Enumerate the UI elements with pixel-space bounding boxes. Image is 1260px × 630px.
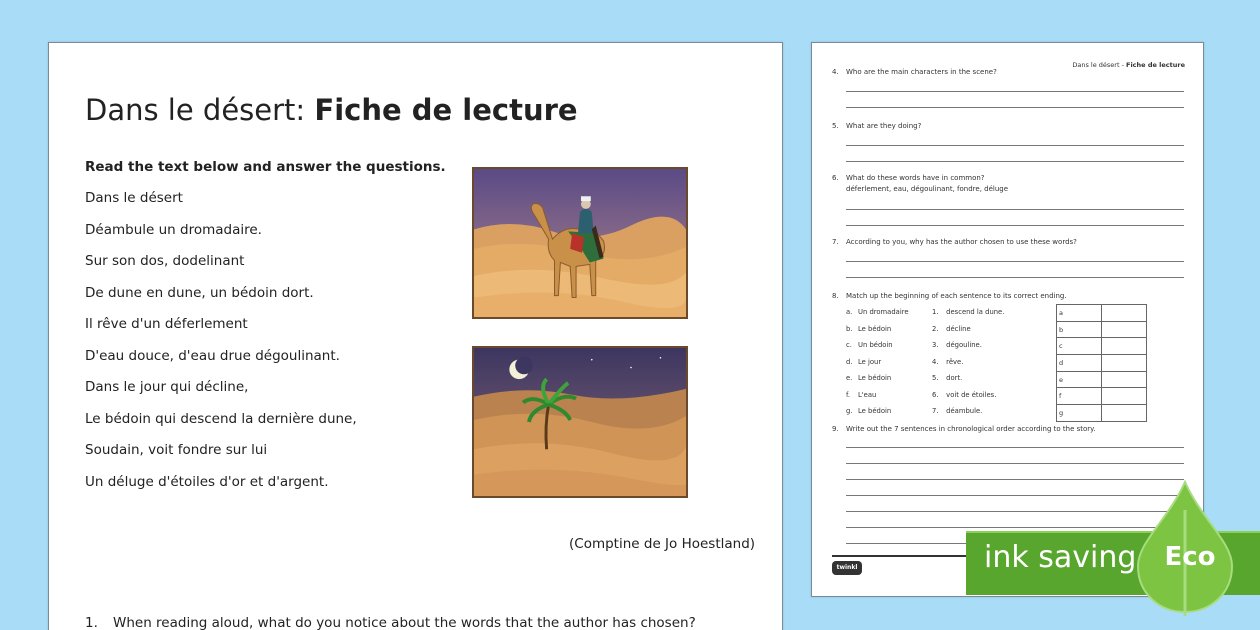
answer-cell[interactable]: [1102, 355, 1147, 372]
item-text: descend la dune.: [946, 308, 1005, 316]
poem-line: De dune en dune, un bédoin dort.: [85, 284, 314, 301]
item-text: rêve.: [946, 357, 964, 366]
grid-letter: f: [1057, 388, 1102, 405]
poem-line: Déambule un dromadaire.: [85, 221, 262, 238]
desert-night-illustration: [472, 346, 688, 498]
list-item: [932, 324, 1004, 341]
title-light: Dans le désert:: [85, 93, 306, 127]
poem-line: Soudain, voit fondre sur lui: [85, 442, 268, 458]
question-1: [85, 615, 696, 630]
grid-letter: b: [1057, 321, 1102, 338]
table-row: [1057, 338, 1147, 355]
item-number: 3.: [932, 341, 939, 349]
item-text: déambule.: [946, 407, 983, 415]
sentence-beginnings: [846, 307, 909, 423]
question-4: [832, 68, 997, 76]
question-text: When reading aloud, what do you notice about the words that the author has chosen?: [113, 615, 696, 630]
item-letter: c.: [846, 341, 852, 349]
list-item: [846, 373, 909, 390]
list-item: [932, 406, 1004, 423]
item-letter: a.: [846, 308, 853, 316]
page-title: [85, 93, 578, 127]
answer-line: [846, 277, 1184, 278]
item-number: 1.: [932, 308, 939, 316]
item-letter: g.: [846, 407, 853, 415]
item-number: 6.: [932, 390, 939, 399]
answer-line: [846, 107, 1184, 108]
list-item: [846, 357, 909, 374]
question-number: 1.: [85, 615, 98, 630]
item-text: dégouline.: [946, 341, 982, 349]
title-bold: Fiche de lecture: [314, 93, 578, 127]
answer-cell[interactable]: [1102, 321, 1147, 338]
list-item: [932, 357, 1004, 374]
sentence-endings: [932, 307, 1004, 423]
item-letter: b.: [846, 324, 853, 333]
grid-letter: c: [1057, 338, 1102, 355]
question-number: 7.: [832, 238, 839, 246]
header-light: Dans le désert -: [1072, 61, 1127, 69]
item-number: 7.: [932, 407, 939, 415]
question-text: What do these words have in common?: [846, 174, 985, 182]
table-row: [1057, 371, 1147, 388]
item-letter: d.: [846, 357, 853, 366]
item-text: Le bédoin: [858, 407, 892, 415]
table-row: [1057, 388, 1147, 405]
list-item: [846, 324, 909, 341]
poem-line: Dans le désert: [85, 190, 183, 206]
grid-letter: g: [1057, 405, 1102, 422]
header-bold: Fiche de lecture: [1126, 61, 1185, 69]
item-number: 2.: [932, 324, 939, 333]
item-text: Un dromadaire: [858, 308, 909, 316]
question-text: Who are the main characters in the scene?: [846, 68, 997, 76]
answer-cell[interactable]: [1102, 371, 1147, 388]
answer-line: [846, 145, 1184, 146]
item-letter: f.: [846, 390, 851, 399]
list-item: [846, 390, 909, 407]
item-text: décline: [946, 324, 971, 333]
answer-line: [846, 225, 1184, 226]
answer-line: [846, 463, 1184, 464]
answer-cell[interactable]: [1102, 405, 1147, 422]
page-header: [1072, 61, 1185, 69]
poem-line: Le bédoin qui descend la dernière dune,: [85, 410, 357, 427]
twinkl-logo: twinkl: [832, 561, 862, 575]
instructions: Read the text below and answer the questions.: [85, 159, 446, 175]
table-row: [1057, 355, 1147, 372]
answer-grid: [1056, 304, 1147, 422]
camel-rider-illustration: [472, 167, 688, 319]
list-item: [932, 373, 1004, 390]
answer-cell[interactable]: [1102, 388, 1147, 405]
answer-line: [846, 209, 1184, 210]
question-5: [832, 122, 921, 130]
answer-line: [846, 161, 1184, 162]
question-text: According to you, why has the author chosen to use these words?: [846, 238, 1077, 246]
grid-letter: a: [1057, 305, 1102, 322]
ink-saving-label: ink saving: [984, 540, 1137, 575]
item-text: voit de étoiles.: [946, 390, 997, 399]
question-text: Match up the beginning of each sentence to its correct ending.: [846, 292, 1067, 300]
poem-line: D'eau douce, d'eau drue dégoulinant.: [85, 347, 340, 364]
question-9: [832, 425, 1096, 433]
poem-credit: (Comptine de Jo Hoestland): [569, 536, 756, 552]
list-item: [932, 340, 1004, 357]
question-8: [832, 292, 1067, 300]
list-item: [846, 340, 909, 357]
table-row: [1057, 321, 1147, 338]
question-number: 6.: [832, 174, 839, 182]
item-text: L'eau: [858, 390, 877, 399]
grid-letter: e: [1057, 371, 1102, 388]
answer-line: [846, 91, 1184, 92]
answer-line: [846, 261, 1184, 262]
list-item: [932, 307, 1004, 324]
item-text: Le bédoin: [858, 324, 892, 333]
question-number: 9.: [832, 425, 839, 433]
worksheet-page-1: [48, 42, 783, 630]
list-item: [932, 390, 1004, 407]
question-6: [832, 174, 985, 182]
eco-label: Eco: [1164, 542, 1216, 572]
grid-letter: d: [1057, 355, 1102, 372]
poem-line: Dans le jour qui décline,: [85, 379, 249, 395]
item-letter: e.: [846, 374, 853, 382]
table-row: [1057, 305, 1147, 322]
question-text: What are they doing?: [846, 122, 922, 130]
poem-line: Sur son dos, dodelinant: [85, 253, 245, 269]
poem-line: Il rêve d'un déferlement: [85, 316, 248, 332]
item-text: dort.: [946, 374, 963, 382]
question-text: Write out the 7 sentences in chronological order according to the story.: [846, 425, 1096, 433]
answer-line: [846, 447, 1184, 448]
answer-cell[interactable]: [1102, 338, 1147, 355]
item-text: Un bédoin: [858, 341, 893, 349]
question-number: 4.: [832, 68, 839, 76]
list-item: [846, 406, 909, 423]
word-list: déferlement, eau, dégoulinant, fondre, déluge: [846, 185, 1009, 193]
question-number: 5.: [832, 122, 839, 130]
item-text: Le bédoin: [858, 374, 892, 382]
answer-cell[interactable]: [1102, 305, 1147, 322]
poem: [85, 190, 357, 505]
question-7: [832, 238, 1077, 246]
question-number: 8.: [832, 292, 839, 300]
item-text: Le jour: [858, 357, 882, 366]
poem-line: Un déluge d'étoiles d'or et d'argent.: [85, 473, 329, 490]
item-number: 5.: [932, 374, 939, 382]
item-number: 4.: [932, 357, 939, 366]
list-item: [846, 307, 909, 324]
table-row: [1057, 405, 1147, 422]
